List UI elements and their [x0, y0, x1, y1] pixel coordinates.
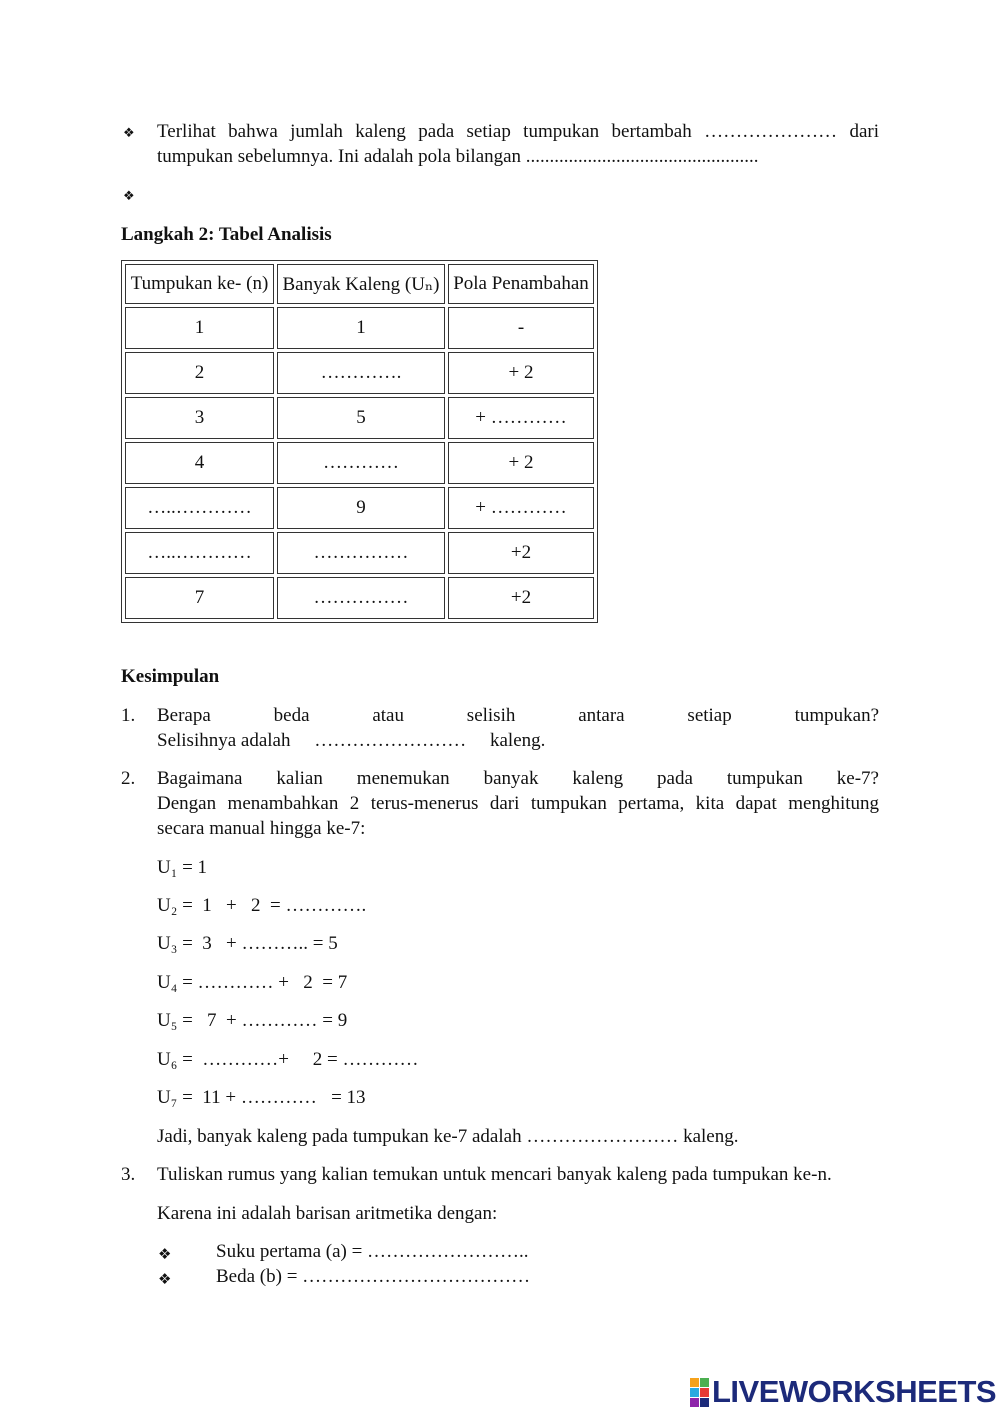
- question-2-conclusion: Jadi, banyak kaleng pada tumpukan ke-7 adalah …………………… kaleng.: [157, 1126, 739, 1147]
- table-cell[interactable]: ……………: [277, 532, 445, 574]
- table-cell[interactable]: -: [448, 307, 594, 349]
- table-cell[interactable]: 4: [125, 442, 274, 484]
- equation-u5: U₅ = 7 + ………… = 9: [157, 1010, 348, 1031]
- heading-kesimpulan: Kesimpulan: [121, 666, 220, 687]
- table-row: [125, 352, 594, 394]
- question-1-text: Berapa beda atau selisih antara setiap tumpukan?: [157, 705, 879, 726]
- equation-u3: U₃ = 3 + ……….. = 5: [157, 933, 338, 954]
- table-cell[interactable]: + …………: [448, 487, 594, 529]
- table-cell[interactable]: + …………: [448, 397, 594, 439]
- question-number: 2.: [121, 768, 136, 789]
- bullet-icon: ❖: [123, 189, 135, 204]
- table-cell[interactable]: …..…………: [125, 487, 274, 529]
- table-cell[interactable]: 1: [125, 307, 274, 349]
- table-header-cell: Pola Penambahan: [448, 264, 594, 304]
- equation-u7: U₇ = 11 + ………… = 13: [157, 1087, 366, 1108]
- equation-u4: U₄ = ………… + 2 = 7: [157, 972, 348, 993]
- table-cell[interactable]: …………: [277, 442, 445, 484]
- question-2-text: Bagaimana kalian menemukan banyak kaleng pada tumpukan ke-7?: [157, 768, 879, 789]
- question-2-explanation-end: secara manual hingga ke-7:: [157, 818, 366, 839]
- table-row: [125, 487, 594, 529]
- table-cell[interactable]: 1: [277, 307, 445, 349]
- table-cell[interactable]: +2: [448, 577, 594, 619]
- equation-u1: U₁ = 1: [157, 857, 208, 878]
- first-term-line: Suku pertama (a) = ……………………..: [216, 1241, 529, 1262]
- equation-u6: U₆ = …………+ 2 = …………: [157, 1049, 419, 1070]
- question-number: 3.: [121, 1164, 136, 1185]
- table-cell[interactable]: + 2: [448, 442, 594, 484]
- heading-step-2: Langkah 2: Tabel Analisis: [121, 224, 332, 245]
- liveworksheets-logo: [690, 1374, 996, 1410]
- analysis-table: [121, 260, 598, 623]
- table-cell[interactable]: 9: [277, 487, 445, 529]
- table-row: [125, 532, 594, 574]
- bullet-icon: ❖: [158, 1270, 172, 1288]
- table-header-cell: Tumpukan ke- (n): [125, 264, 274, 304]
- table-cell[interactable]: 7: [125, 577, 274, 619]
- bullet-icon: ❖: [158, 1245, 172, 1263]
- table-cell[interactable]: 2: [125, 352, 274, 394]
- logo-icon: [690, 1378, 709, 1407]
- table-cell[interactable]: +2: [448, 532, 594, 574]
- question-3-text: Tuliskan rumus yang kalian temukan untuk mencari banyak kaleng pada tumpukan ke-n.: [157, 1164, 832, 1185]
- table-cell[interactable]: + 2: [448, 352, 594, 394]
- table-row: [125, 307, 594, 349]
- table-row: [125, 397, 594, 439]
- question-2-explanation: Dengan menambahkan 2 terus-menerus dari tumpukan pertama, kita dapat menghitung: [157, 793, 879, 814]
- question-number: 1.: [121, 705, 136, 726]
- table-cell[interactable]: 5: [277, 397, 445, 439]
- intro-line-2: tumpukan sebelumnya. Ini adalah pola bilangan .................................................: [157, 146, 759, 167]
- table-cell[interactable]: ………….: [277, 352, 445, 394]
- difference-line: Beda (b) = ………………………………: [216, 1266, 531, 1287]
- table-cell[interactable]: 3: [125, 397, 274, 439]
- table-header-cell: Banyak Kaleng (Uₙ): [277, 264, 445, 304]
- table-row: [125, 577, 594, 619]
- question-1-answer: Selisihnya adalah …………………… kaleng.: [157, 730, 546, 751]
- bullet-icon: ❖: [123, 126, 135, 141]
- logo-text: LIVEWORKSHEETS: [712, 1374, 997, 1409]
- question-3-intro: Karena ini adalah barisan aritmetika dengan:: [157, 1203, 498, 1224]
- table-cell[interactable]: …..…………: [125, 532, 274, 574]
- table-header-row: [125, 264, 594, 304]
- table-cell[interactable]: ……………: [277, 577, 445, 619]
- table-row: [125, 442, 594, 484]
- intro-line-1: Terlihat bahwa jumlah kaleng pada setiap tumpukan bertambah ………………… dari: [157, 121, 879, 142]
- equation-u2: U₂ = 1 + 2 = ………….: [157, 895, 367, 916]
